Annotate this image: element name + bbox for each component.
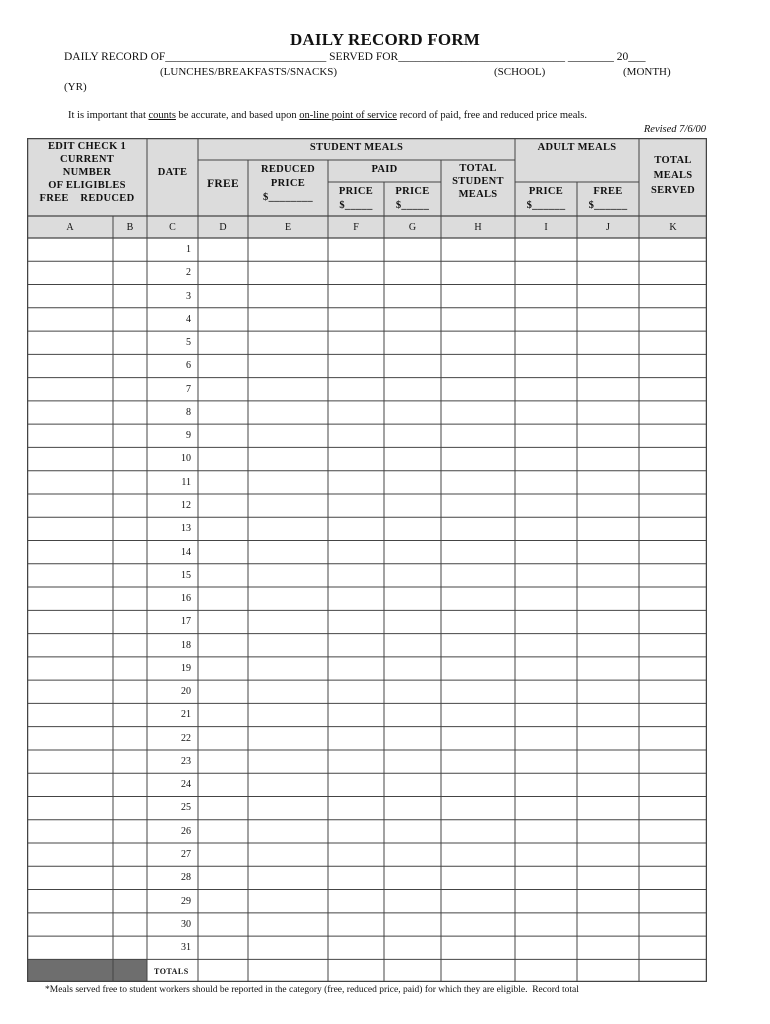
- form-title: DAILY RECORD FORM: [289, 30, 481, 49]
- column-letter-g: G: [408, 222, 417, 233]
- day-number: 17: [181, 616, 191, 628]
- footer-note: *Meals served free to student workers should be reported in the category (free, reduced price, paid) for which they are eligible. Record total: [45, 985, 579, 995]
- column-letter-h: H: [474, 222, 482, 233]
- day-number: 27: [181, 849, 191, 861]
- paid-header: PAID: [371, 164, 398, 175]
- day-number: 14: [181, 546, 191, 558]
- day-number: 16: [181, 593, 191, 605]
- column-letter-c: C: [169, 222, 176, 233]
- day-number: 31: [181, 942, 191, 954]
- total-meals-served-header: TOTAL MEALS SERVED: [650, 155, 696, 196]
- day-number: 30: [181, 918, 191, 930]
- paid-price-g-header: PRICE $_____: [395, 186, 430, 211]
- day-number: 19: [181, 662, 191, 674]
- column-letter-b: B: [126, 222, 134, 233]
- column-letter-f: F: [353, 222, 359, 233]
- point-of-service-text: on-line point of service: [299, 110, 397, 121]
- day-number: 26: [181, 825, 191, 837]
- accuracy-notice: It is important that counts be accurate, and based upon on-line point of service record of paid, free and reduced price meals.: [68, 110, 588, 121]
- adult-meals-header: ADULT MEALS: [537, 142, 617, 153]
- school-caption: (SCHOOL): [494, 66, 546, 78]
- month-caption: (MONTH): [623, 66, 671, 78]
- adult-free-header: FREE $______: [588, 186, 628, 211]
- day-number: 11: [181, 476, 191, 488]
- date-header: DATE: [157, 167, 188, 178]
- table-grid-lines: [27, 138, 707, 982]
- counts-link-text: counts: [148, 110, 176, 121]
- meal-type-caption: (LUNCHES/BREAKFASTS/SNACKS): [160, 66, 338, 78]
- adult-price-header: PRICE $______: [526, 186, 566, 211]
- day-number: 9: [186, 430, 191, 442]
- day-number: 10: [181, 453, 191, 465]
- day-number: 2: [186, 267, 191, 279]
- table-border: [28, 139, 707, 982]
- day-number: 25: [181, 802, 191, 814]
- totals-shaded-b: [113, 959, 147, 982]
- day-number: 24: [181, 779, 191, 791]
- day-number: 7: [186, 383, 191, 395]
- column-letter-d: D: [219, 222, 227, 233]
- revision-date: Revised 7/6/00: [643, 124, 706, 135]
- totals-label: TOTALS: [154, 967, 189, 977]
- total-student-meals-header: TOTAL STUDENT MEALS: [452, 163, 504, 200]
- totals-shaded-a: [27, 959, 113, 982]
- day-number: 29: [181, 895, 191, 907]
- record-line: DAILY RECORD OF____________________________ SERVED FOR_____________________________ ________ 20___: [64, 51, 646, 63]
- column-letter-j: J: [606, 222, 610, 233]
- day-number: 12: [181, 499, 191, 511]
- column-letter-i: I: [544, 222, 548, 233]
- column-letter-k: K: [669, 222, 677, 233]
- day-number: 28: [181, 872, 191, 884]
- day-number: 23: [181, 755, 191, 767]
- reduced-price-header: REDUCED PRICE $________: [260, 164, 316, 203]
- meal-record-table: [27, 138, 707, 982]
- day-number: 20: [181, 686, 191, 698]
- day-number: 3: [186, 290, 191, 302]
- day-number: 8: [186, 406, 191, 418]
- day-number: 4: [186, 313, 191, 325]
- paid-price-f-header: PRICE $_____: [338, 186, 374, 211]
- column-letter-e: E: [284, 222, 292, 233]
- day-number: 21: [181, 709, 191, 721]
- day-number: 1: [186, 244, 191, 255]
- day-number: 18: [181, 639, 191, 651]
- day-number: 13: [181, 523, 191, 535]
- day-number: 15: [181, 569, 191, 581]
- year-caption: (YR): [64, 81, 87, 93]
- day-number: 6: [186, 360, 191, 372]
- day-number: 22: [181, 732, 191, 744]
- free-header: FREE: [207, 178, 239, 190]
- day-number: 5: [186, 337, 191, 349]
- student-meals-header: STUDENT MEALS: [309, 142, 404, 153]
- column-letter-a: A: [66, 222, 74, 233]
- edit-check-header: EDIT CHECK 1 CURRENT NUMBER OF ELIGIBLES FREE REDUCED: [39, 141, 135, 204]
